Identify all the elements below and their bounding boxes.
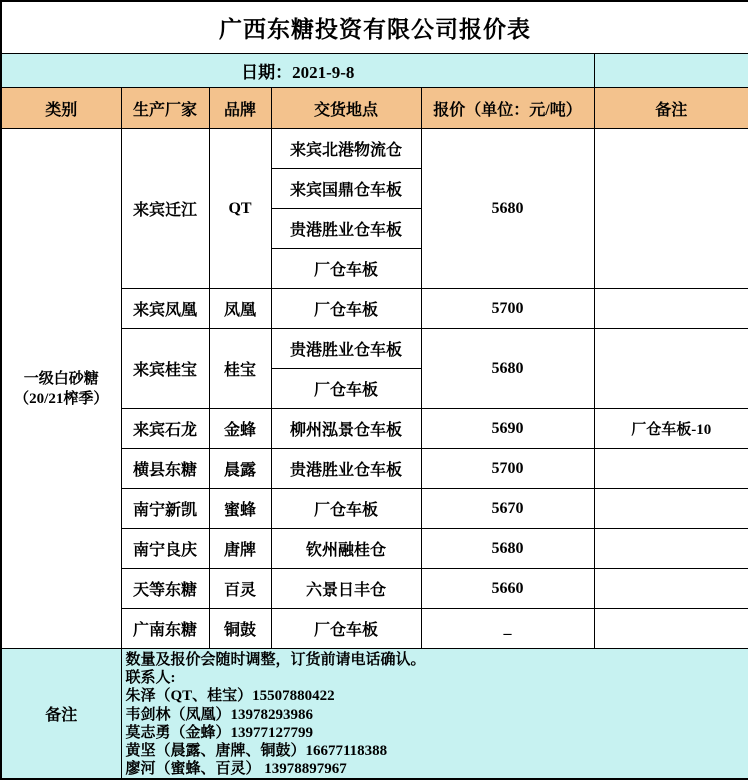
- header-brand: 品牌: [209, 88, 271, 129]
- cell-price: 5700: [421, 289, 594, 329]
- table-row: [1, 129, 748, 169]
- header-note: 备注: [594, 88, 748, 129]
- remarks-line: 朱泽（QT、桂宝）15507880422: [125, 688, 335, 705]
- header-row: [1, 88, 748, 129]
- remarks-text-cell: [121, 649, 748, 780]
- cell-location: 钦州融桂仓: [271, 529, 421, 569]
- remarks-line: 韦剑林（凤凰）13978293986: [125, 706, 314, 723]
- cell-brand: 凤凰: [209, 289, 271, 329]
- category-line2: （20/21榨季）: [14, 390, 109, 407]
- cell-producer: 横县东糖: [121, 449, 209, 489]
- cell-location: 厂仓车板: [271, 289, 421, 329]
- cell-price: 5680: [421, 129, 594, 289]
- cell-brand: 唐牌: [209, 529, 271, 569]
- date-row-empty-cell: [594, 54, 748, 88]
- remarks-row: [1, 649, 748, 780]
- cell-location: 柳州泓景仓车板: [271, 409, 421, 449]
- cell-price: 5680: [421, 529, 594, 569]
- cell-brand: 铜鼓: [209, 609, 271, 649]
- cell-location: 厂仓车板: [271, 249, 421, 289]
- cell-producer: 广南东糖: [121, 609, 209, 649]
- cell-note: [594, 489, 748, 529]
- cell-note: 厂仓车板-10: [594, 409, 748, 449]
- cell-location: 厂仓车板: [271, 489, 421, 529]
- date-row: [1, 54, 748, 88]
- date-cell: 日期：2021-9-8: [1, 54, 594, 88]
- title-row: [1, 1, 748, 54]
- cell-location: 厂仓车板: [271, 369, 421, 409]
- header-location: 交货地点: [271, 88, 421, 129]
- cell-location: 贵港胜业仓车板: [271, 209, 421, 249]
- cell-note: [594, 449, 748, 489]
- cell-producer: 来宾凤凰: [121, 289, 209, 329]
- category-cell: [1, 129, 121, 649]
- remarks-line: 黄坚（晨露、唐牌、铜鼓）16677118388: [125, 743, 388, 760]
- cell-note: [594, 129, 748, 289]
- remarks-line: 数量及报价会随时调整，订货前请电话确认。: [125, 652, 426, 668]
- category-line1: 一级白砂糖: [23, 370, 99, 387]
- cell-location: 厂仓车板: [271, 609, 421, 649]
- cell-price: 5670: [421, 489, 594, 529]
- header-producer: 生产厂家: [121, 88, 209, 129]
- remarks-label: 备注: [1, 649, 121, 780]
- cell-brand: 百灵: [209, 569, 271, 609]
- cell-price: 5680: [421, 329, 594, 409]
- cell-note: [594, 329, 748, 409]
- remarks-line: 莫志勇（金蜂）13977127799: [125, 724, 314, 741]
- cell-price: 5700: [421, 449, 594, 489]
- page-title: 广西东糖投资有限公司报价表: [1, 1, 748, 54]
- cell-note: [594, 569, 748, 609]
- cell-brand: 金蜂: [209, 409, 271, 449]
- cell-producer: 天等东糖: [121, 569, 209, 609]
- cell-brand: 桂宝: [209, 329, 271, 409]
- cell-note: [594, 609, 748, 649]
- header-category: 类别: [1, 88, 121, 129]
- cell-location: 贵港胜业仓车板: [271, 449, 421, 489]
- cell-brand: 蜜蜂: [209, 489, 271, 529]
- cell-price: _: [421, 609, 594, 649]
- cell-location: 六景日丰仓: [271, 569, 421, 609]
- cell-brand: 晨露: [209, 449, 271, 489]
- remarks-line: 廖河（蜜蜂、百灵） 13978897967: [125, 761, 347, 778]
- cell-producer: 南宁良庆: [121, 529, 209, 569]
- cell-location: 贵港胜业仓车板: [271, 329, 421, 369]
- cell-location: 来宾北港物流仓: [271, 129, 421, 169]
- cell-producer: 南宁新凯: [121, 489, 209, 529]
- cell-price: 5690: [421, 409, 594, 449]
- cell-location: 来宾国鼎仓车板: [271, 169, 421, 209]
- cell-brand: QT: [209, 129, 271, 289]
- cell-producer: 来宾石龙: [121, 409, 209, 449]
- cell-producer: 来宾迁江: [121, 129, 209, 289]
- cell-note: [594, 529, 748, 569]
- remarks-line: 联系人:: [125, 670, 176, 687]
- cell-note: [594, 289, 748, 329]
- cell-price: 5660: [421, 569, 594, 609]
- cell-producer: 来宾桂宝: [121, 329, 209, 409]
- header-price: 报价（单位：元/吨）: [421, 88, 594, 129]
